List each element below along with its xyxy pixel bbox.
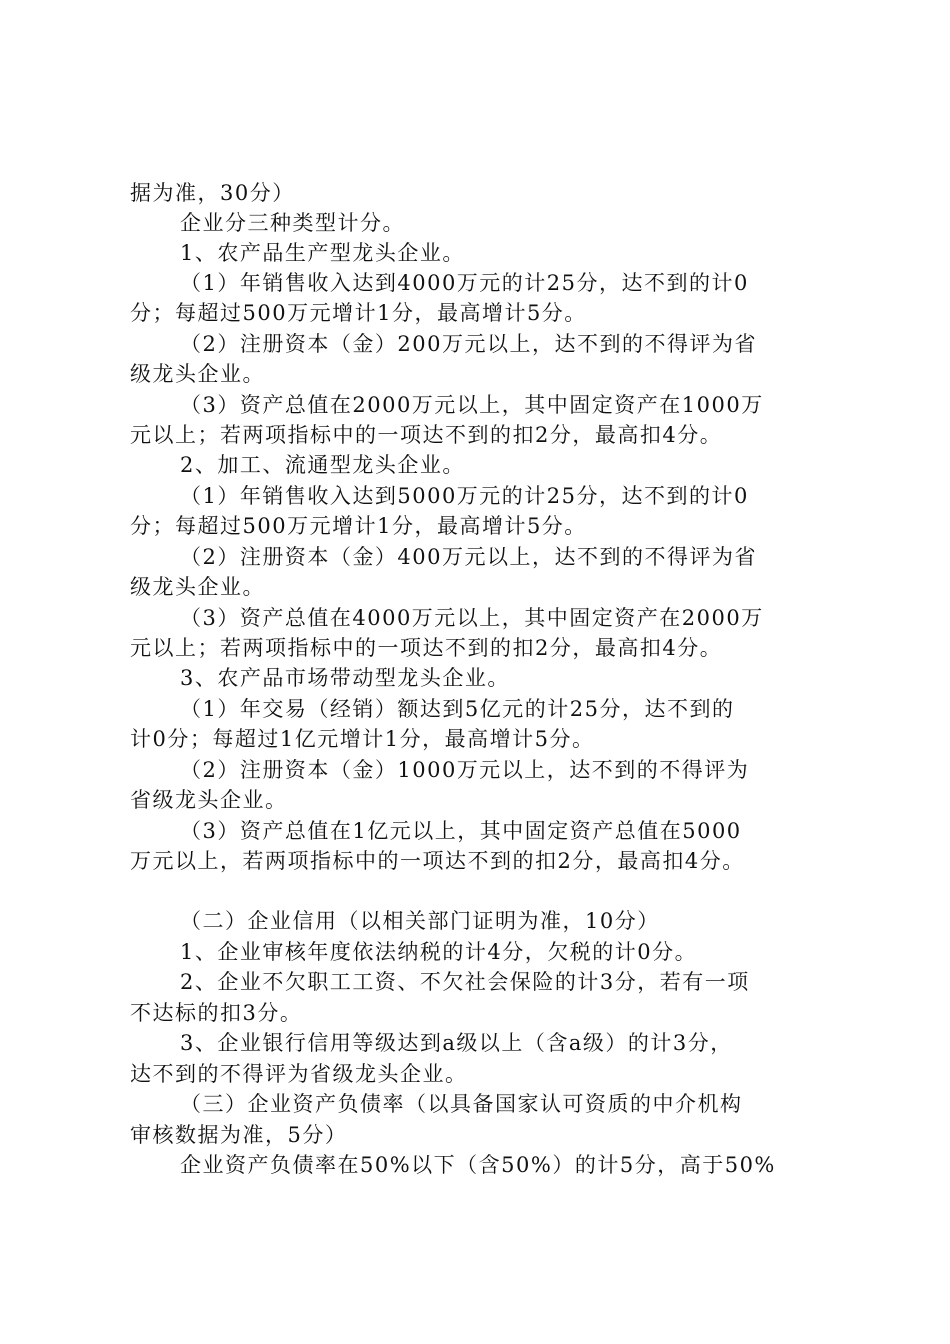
- text-line: 省级龙头企业。: [130, 788, 288, 812]
- section-heading: （三）企业资产负债率（以具备国家认可资质的中介机构: [180, 1092, 743, 1116]
- text-line: 级龙头企业。: [130, 362, 265, 386]
- text-line: 企业分三种类型计分。: [180, 211, 405, 235]
- text-line: 元以上；若两项指标中的一项达不到的扣2分，最高扣4分。: [130, 423, 723, 447]
- text-line: （2）注册资本（金）200万元以上，达不到的不得评为省: [180, 332, 757, 356]
- text-line: （2）注册资本（金）1000万元以上，达不到的不得评为: [180, 758, 750, 782]
- text-line: 分；每超过500万元增计1分，最高增计5分。: [130, 514, 587, 538]
- text-line: （1）年销售收入达到5000万元的计25分，达不到的计0: [180, 484, 749, 508]
- text-line: 计0分；每超过1亿元增计1分，最高增计5分。: [130, 727, 595, 751]
- text-line: 级龙头企业。: [130, 575, 265, 599]
- text-line: （1）年交易（经销）额达到5亿元的计25分，达不到的: [180, 697, 735, 721]
- text-line: 不达标的扣3分。: [130, 1001, 303, 1025]
- section-heading: （二）企业信用（以相关部门证明为准，10分）: [180, 909, 660, 933]
- section-heading: 3、农产品市场带动型龙头企业。: [180, 666, 510, 690]
- text-line: （3）资产总值在1亿元以上，其中固定资产总值在5000: [180, 819, 742, 843]
- text-line: 1、企业审核年度依法纳税的计4分，欠税的计0分。: [180, 940, 698, 964]
- text-line: （1）年销售收入达到4000万元的计25分，达不到的计0: [180, 271, 749, 295]
- section-heading: 1、农产品生产型龙头企业。: [180, 241, 465, 265]
- text-line: 企业资产负债率在50%以下（含50%）的计5分，高于50%: [180, 1153, 776, 1177]
- text-line: 据为准，30分）: [130, 181, 295, 205]
- text-line: （3）资产总值在4000万元以上，其中固定资产在2000万: [180, 606, 764, 630]
- text-line: 2、企业不欠职工工资、不欠社会保险的计3分，若有一项: [180, 970, 750, 994]
- text-line: （3）资产总值在2000万元以上，其中固定资产在1000万: [180, 393, 764, 417]
- text-line: 万元以上，若两项指标中的一项达不到的扣2分，最高扣4分。: [130, 849, 745, 873]
- text-line: 3、企业银行信用等级达到a级以上（含a级）的计3分，: [180, 1031, 733, 1055]
- text-line: 分；每超过500万元增计1分，最高增计5分。: [130, 301, 587, 325]
- text-line: 达不到的不得评为省级龙头企业。: [130, 1062, 468, 1086]
- text-line: 审核数据为准，5分）: [130, 1123, 348, 1147]
- text-line: （2）注册资本（金）400万元以上，达不到的不得评为省: [180, 545, 757, 569]
- section-heading: 2、加工、流通型龙头企业。: [180, 453, 465, 477]
- text-line: 元以上；若两项指标中的一项达不到的扣2分，最高扣4分。: [130, 636, 723, 660]
